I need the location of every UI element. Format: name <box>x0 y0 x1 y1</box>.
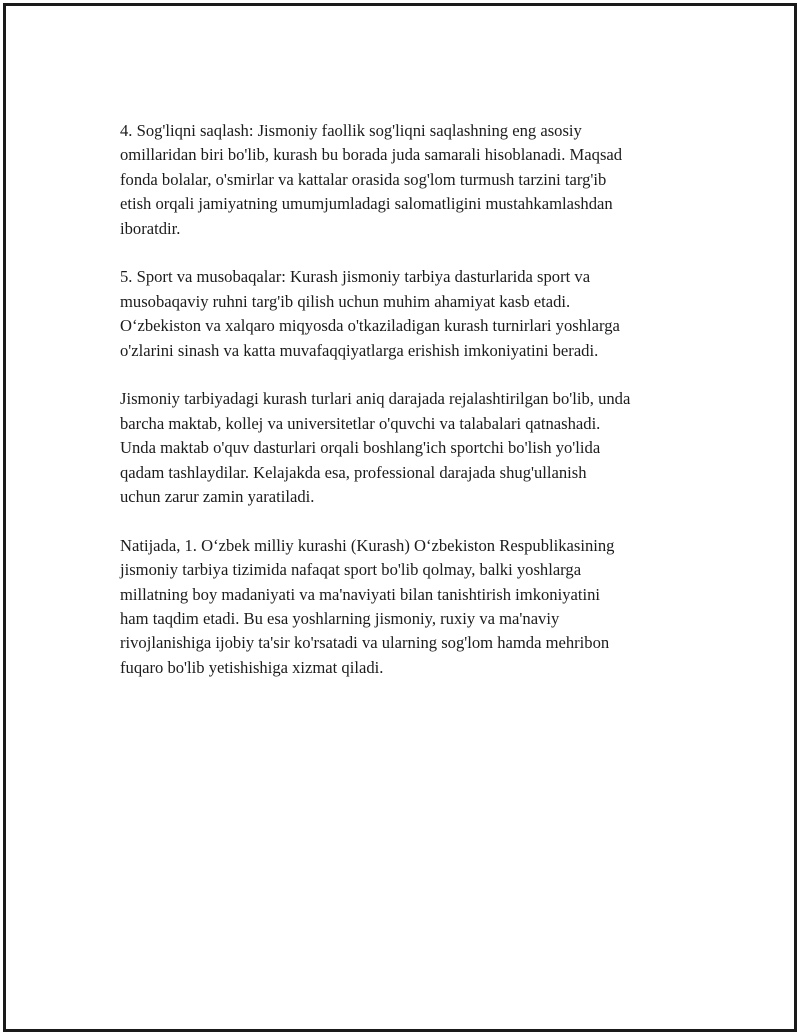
text-line: Unda maktab o'quv dasturlari orqali boshlang'ich sportchi bo'lish yo'lida <box>120 438 601 458</box>
paragraph-wrestling-types <box>120 387 690 509</box>
text-line: iboratdir. <box>120 218 181 238</box>
text-line: 5. Sport va musobaqalar: Kurash jismoniy tarbiya dasturlarida sport va <box>120 267 591 287</box>
text-line: O‘zbekiston va xalqaro miqyosda o'tkaziladigan kurash turnirlari yoshlarga <box>120 316 620 336</box>
text-line: o'zlarini sinash va katta muvafaqqiyatlarga erishish imkoniyatini beradi. <box>120 340 599 360</box>
text-line: rivojlanishiga ijobiy ta'sir ko'rsatadi va ularning sog'lom hamda mehribon <box>120 633 610 653</box>
text-line: omillaridan biri bo'lib, kurash bu borada juda samarali hisoblanadi. Maqsad <box>120 145 623 165</box>
text-line: etish orqali jamiyatning umumjumladagi salomatligini mustahkamlashdan <box>120 194 613 214</box>
text-line: musobaqaviy ruhni targ'ib qilish uchun muhim ahamiyat kasb etadi. <box>120 291 571 311</box>
text-line: qadam tashlaydilar. Kelajakda esa, professional darajada shug'ullanish <box>120 462 587 482</box>
text-line: ham taqdim etadi. Bu esa yoshlarning jismoniy, ruxiy va ma'naviy <box>120 609 560 629</box>
document-page <box>3 3 797 1032</box>
paragraph-conclusion <box>120 534 690 680</box>
document-body <box>120 119 690 705</box>
text-line: 4. Sog'liqni saqlash: Jismoniy faollik sog'liqni saqlashning eng asosiy <box>120 121 582 140</box>
text-line: Natijada, 1. O‘zbek milliy kurashi (Kurash) O‘zbekiston Respublikasining <box>120 535 615 555</box>
text-line: fuqaro bo'lib yetishishiga xizmat qiladi. <box>120 657 384 677</box>
paragraph-health <box>120 119 690 241</box>
text-line: barcha maktab, kollej va universitetlar o'quvchi va talabalari qatnashadi. <box>120 413 601 433</box>
text-line: millatning boy madaniyati va ma'naviyati bilan tanishtirish imkoniyatini <box>120 584 600 604</box>
paragraph-sport-competitions <box>120 265 690 363</box>
text-line: jismoniy tarbiya tizimida nafaqat sport bo'lib qolmay, balki yoshlarga <box>120 560 582 580</box>
text-line: Jismoniy tarbiyadagi kurash turlari aniq darajada rejalashtirilgan bo'lib, unda <box>120 389 631 409</box>
text-line: uchun zarur zamin yaratiladi. <box>120 487 315 507</box>
text-line: fonda bolalar, o'smirlar va kattalar orasida sog'lom turmush tarzini targ'ib <box>120 169 607 189</box>
